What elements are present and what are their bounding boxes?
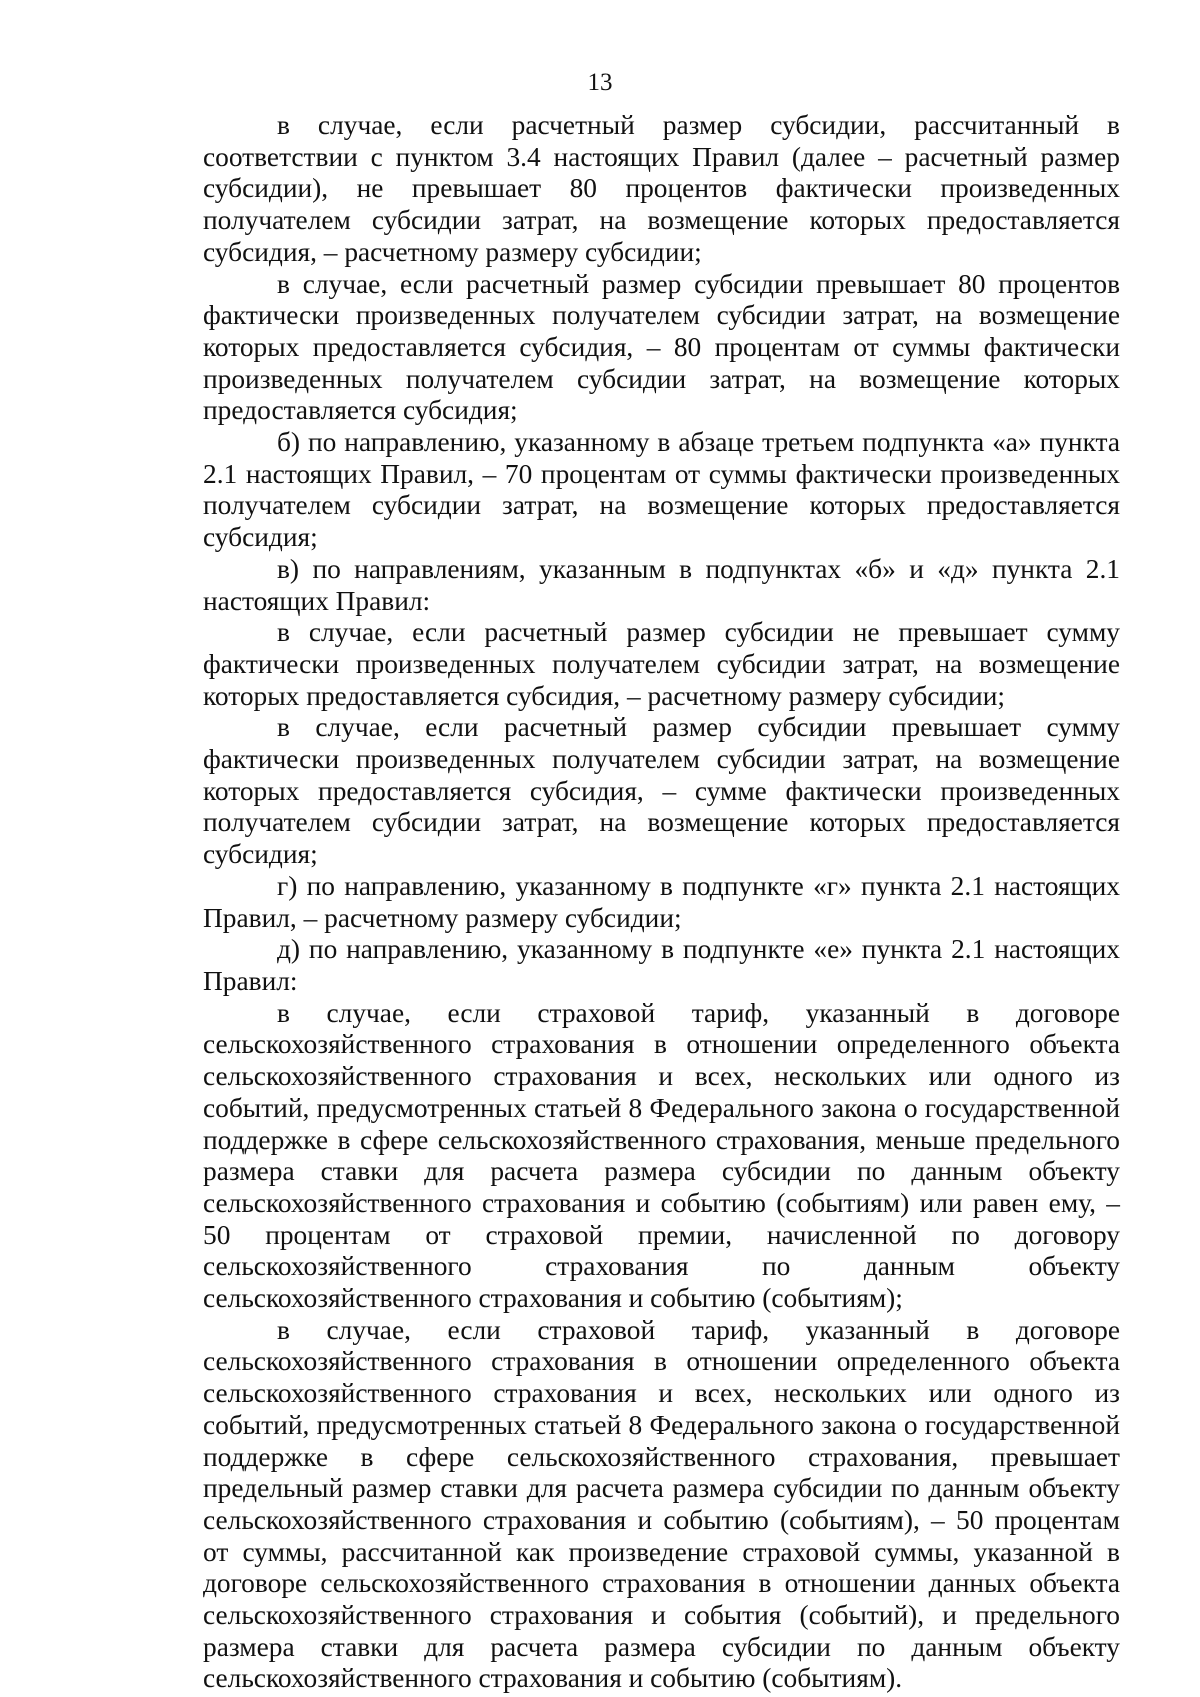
paragraph: в) по направлениям, указанным в подпунктах «б» и «д» пункта 2.1 настоящих Правил: — [203, 553, 1120, 616]
paragraph: в случае, если страховой тариф, указанный в договоре сельскохозяйственного страхования в отношении определенного объекта сельскохозяйственного страхования и всех, нескольких или одного из событий, предусмотренных статьей 8 Федерального закона о государственной поддержке в сфере сельскохозяйственного страхования, меньше предельного размера ставки для расчета размера субсидии по данным объекту сельскохозяйственного страхования и событию (событиям) или равен ему, – 50 процентам от страховой премии, начисленной по договору сельскохозяйственного страхования по данным объекту сельскохозяйственного страхования и событию (событиям); — [203, 997, 1120, 1314]
paragraph: в случае, если расчетный размер субсидии превышает сумму фактически произведенных получателем субсидии затрат, на возмещение которых предоставляется субсидия, – сумме фактически произведенных получателем субсидии затрат, на возмещение которых предоставляется субсидия; — [203, 712, 1120, 870]
paragraph: г) по направлению, указанному в подпункте «г» пункта 2.1 настоящих Правил, – расчетному размеру субсидии; — [203, 870, 1120, 933]
paragraph: в случае, если расчетный размер субсидии, рассчитанный в соответствии с пунктом 3.4 настоящих Правил (далее – расчетный размер субсидии), не превышает 80 процентов фактически произведенных получателем субсидии затрат, на возмещение которых предоставляется субсидия, – расчетному размеру субсидии; — [203, 110, 1120, 267]
page-number: 13 — [587, 69, 613, 96]
paragraph: в случае, если расчетный размер субсидии не превышает сумму фактически произведенных получателем субсидии затрат, на возмещение которых предоставляется субсидия, – расчетному размеру субсидии; — [203, 617, 1120, 711]
paragraph: д) по направлению, указанному в подпункте «е» пункта 2.1 настоящих Правил: — [203, 934, 1120, 996]
document-body — [203, 110, 1120, 1695]
paragraph: в случае, если расчетный размер субсидии превышает 80 процентов фактически произведенных получателем субсидии затрат, на возмещение которых предоставляется субсидия, – 80 процентам от суммы фактически произведенных получателем субсидии затрат, на возмещение которых предоставляется субсидия; — [203, 268, 1120, 426]
paragraph: в случае, если страховой тариф, указанный в договоре сельскохозяйственного страхования в отношении определенного объекта сельскохозяйственного страхования и всех, нескольких или одного из событий, предусмотренных статьей 8 Федерального закона о государственной поддержке в сфере сельскохозяйственного страхования, превышает предельный размер ставки для расчета размера субсидии по данным объекту сельскохозяйственного страхования и событию (событиям), – 50 процентам от суммы, рассчитанной как произведение страховой суммы, указанной в договоре сельскохозяйственного страхования в отношении данных объекта сельскохозяйственного страхования и события (событий), и предельного размера ставки для расчета размера субсидии по данным объекту сельскохозяйственного страхования и событию (событиям). — [203, 1314, 1120, 1694]
paragraph: б) по направлению, указанному в абзаце третьем подпункта «а» пункта 2.1 настоящих Правил, – 70 процентам от суммы фактически произведенных получателем субсидии затрат, на возмещение которых предоставляется субсидия; — [203, 427, 1120, 553]
